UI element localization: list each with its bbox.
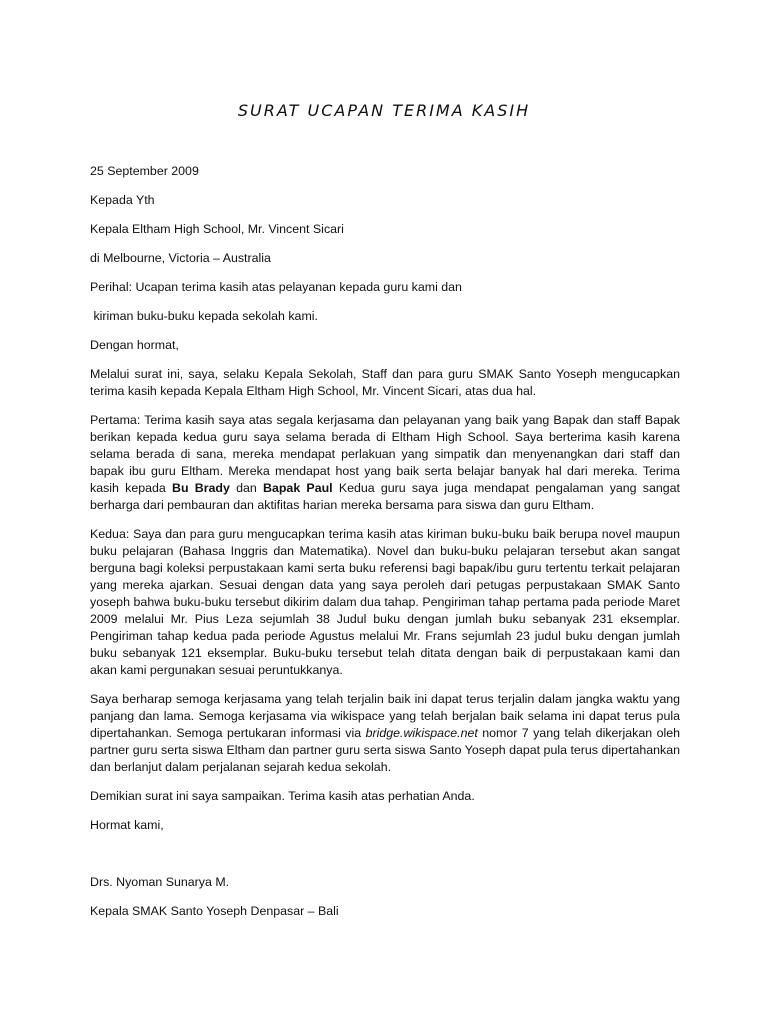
name-bapak-paul: Bapak Paul <box>263 481 333 495</box>
greeting: Dengan hormat, <box>90 338 179 352</box>
signature-space <box>90 846 680 874</box>
signer-name: Drs. Nyoman Sunarya M. <box>90 875 230 889</box>
signer-title: Kepala SMAK Santo Yoseph Denpasar – Bali <box>90 904 339 918</box>
paragraph-pertama-text-a: Pertama: Terima kasih saya atas segala kerjasama dan pelayanan yang baik yang Bapak dan staff Bapak berikan kepada kedua guru saya selama berada di Eltham High School. Saya berterima kasih karena selama berada di sana, mereka mendapat perlakuan yang simpatik dan menyenangkan dari staff dan bapak ibu guru Eltham. Mereka mendapat host yang baik serta belajar banyak hal dari mereka. Terima kasih kepada <box>90 413 680 495</box>
intro-paragraph: Melalui surat ini, saya, selaku Kepala Sekolah, Staff dan para guru SMAK Santo Yoseph mengucapkan terima kasih kepada Kepala Eltham High School, Mr. Vincent Sicari, atas dua hal. <box>90 367 680 398</box>
subject-line-2: kiriman buku-buku kepada sekolah kami. <box>90 309 318 323</box>
recipient-to: Kepada Yth <box>90 193 155 207</box>
paragraph-harapan <box>90 691 680 776</box>
name-bu-brady: Bu Brady <box>172 481 230 495</box>
paragraph-harapan-text-a: Saya berharap semoga kerjasama yang telah terjalin baik ini dapat terus terjalin dalam jangka waktu yang panjang dan lama. Semoga kerjasama via wikispace yang telah berjalan baik selama ini dapat terus pula dipertahankan. Semoga pertukaran informasi via <box>90 692 680 740</box>
letter-title: SURAT UCAPAN TERIMA KASIH <box>237 101 531 120</box>
wikispace-link[interactable]: bridge.wikispace.net <box>365 726 478 740</box>
paragraph-pertama-text-b: dan <box>229 481 264 495</box>
recipient-name: Kepala Eltham High School, Mr. Vincent Sicari <box>90 222 344 236</box>
paragraph-pertama <box>90 412 680 514</box>
closing-sentence: Demikian surat ini saya sampaikan. Terima kasih atas perhatian Anda. <box>90 789 475 803</box>
regards: Hormat kami, <box>90 818 164 832</box>
letter-body <box>90 163 680 932</box>
subject-line-1: Perihal: Ucapan terima kasih atas pelayanan kepada guru kami dan <box>90 280 462 294</box>
paragraph-kedua: Kedua: Saya dan para guru mengucapkan terima kasih atas kiriman buku-buku baik berupa novel maupun buku pelajaran (Bahasa Inggris dan Matematika). Novel dan buku-buku pelajaran tersebut akan sangat berguna bagi koleksi perpustakaan kami serta buku referensi bagi bapak/ibu guru tertentu terkait pelajaran yang mereka ajarkan. Sesuai dengan data yang saya peroleh dari petugas perpustakaan SMAK Santo yoseph bahwa buku-buku tersebut dikirim dalam dua tahap. Pengiriman tahap pertama pada periode Maret 2009 melalui Mr. Pius Leza sejumlah 38 Judul buku dengan jumlah buku sebanyak 231 eksemplar. Pengiriman tahap kedua pada periode Agustus melalui Mr. Frans sejumlah 23 judul buku dengan jumlah buku sebanyak 121 eksemplar. Buku-buku tersebut telah ditata dengan baik di perpustakaan kami dan akan kami pergunakan sesuai peruntukkanya. <box>90 527 680 677</box>
letter-date: 25 September 2009 <box>90 164 199 178</box>
recipient-location: di Melbourne, Victoria – Australia <box>90 251 271 265</box>
paragraph-pertama-text-c: Kedua guru saya juga mendapat pengalaman yang sangat berharga dari pembauran dan aktifitas harian mereka bersama para siswa dan guru Eltham. <box>90 481 680 512</box>
paragraph-harapan-text-b: nomor 7 yang telah dikerjakan oleh partner guru serta siswa Eltham dan partner guru serta siswa Santo Yoseph dapat pula terus dipertahankan dan berlanjut dalam perjalanan sejarah kedua sekolah. <box>90 726 680 774</box>
